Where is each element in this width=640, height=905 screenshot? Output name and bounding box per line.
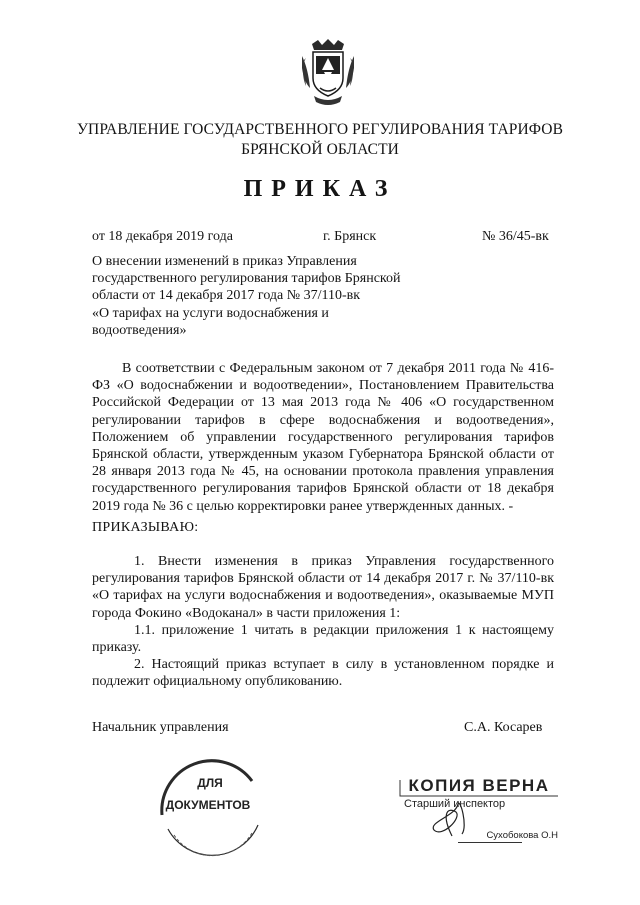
subject-line: «О тарифах на услуги водоснабжения и	[92, 305, 329, 321]
order-items	[92, 553, 554, 691]
subject-line: О внесении изменений в приказ Управления	[92, 254, 357, 269]
order-city: г. Брянск	[323, 229, 377, 244]
order-subject	[92, 253, 422, 339]
organization-name	[0, 120, 640, 160]
order-item-1: 1. Внести изменения в приказ Управления государственного регулирования тарифов Брянской области от 14 декабря 2017 г. № 37/110-вк «О тарифах на услуги водоснабжения и водоотведения», оказываемые МУП города Фокино «Водоканал» в части приложения 1:	[92, 554, 554, 621]
copy-certifier-name: Сухобокова О.Н	[486, 830, 558, 841]
preamble-paragraph: В соответствии с Федеральным законом от 7 декабря 2011 года № 416-ФЗ «О водоснабжении и водоотведении», Постановлением Правительства Российской Федерации от 13 мая 2013 года № 406 «О государственном регулировании тарифов в сфере водоснабжения и водоотведения», Положением об управлении государственного регулирования тарифов Брянской области, утвержденным указом Губернатора Брянской области от 28 января 2013 года № 45, на основании протокола правления управления государственного регулирования тарифов Брянской области от 18 декабря 2019 года № 36 с целью корректировки ранее утвержденных данных. -	[92, 361, 554, 514]
subject-line: государственного регулирования тарифов Брянской	[92, 271, 401, 287]
order-number: № 36/45-вк	[482, 229, 549, 244]
copy-certified-stamp	[398, 776, 560, 846]
copy-certifier-role: Старший инспектор	[404, 798, 506, 810]
signatory-name: С.А. Косарев	[464, 720, 543, 735]
order-item-2: 2. Настоящий приказ вступает в силу в установленном порядке и подлежит официальному опубликованию.	[92, 657, 554, 690]
order-keyword: ПРИКАЗЫВАЮ:	[92, 520, 199, 535]
document-type-title: ПРИКАЗ	[243, 176, 397, 202]
signatory-position: Начальник управления	[92, 720, 229, 735]
organization-line-1: УПРАВЛЕНИЕ ГОСУДАРСТВЕННОГО РЕГУЛИРОВАНИЯ ТАРИФОВ	[76, 121, 564, 138]
round-seal	[148, 745, 272, 869]
seal-text-line-2: ДОКУМЕНТОВ	[165, 798, 251, 812]
signature-line	[458, 842, 522, 843]
organization-line-2: БРЯНСКОЙ ОБЛАСТИ	[241, 141, 399, 158]
subject-line: водоотведения»	[92, 322, 187, 338]
order-date: от 18 декабря 2019 года	[92, 229, 233, 244]
seal-text-line-1: ДЛЯ	[197, 776, 223, 790]
subject-line: области от 14 декабря 2017 года № 37/110-вк	[92, 288, 361, 304]
order-item-1-1: 1.1. приложение 1 читать в редакции приложения 1 к настоящему приказу.	[92, 622, 554, 656]
copy-certified-title: КОПИЯ ВЕРНА	[408, 776, 550, 795]
bryansk-coat-of-arms	[300, 38, 356, 106]
